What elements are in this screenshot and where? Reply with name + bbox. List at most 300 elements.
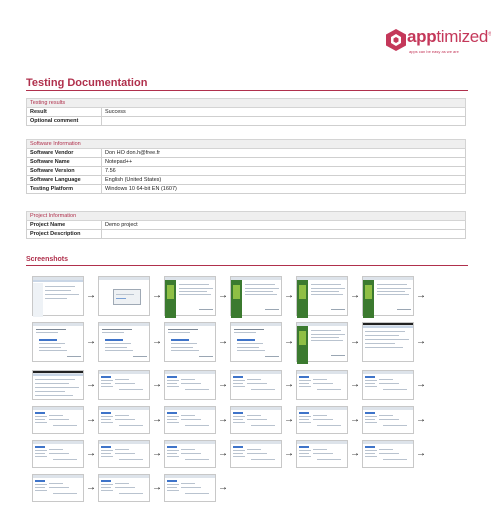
thumb-line <box>234 332 256 333</box>
table-row: Project Name Demo project <box>27 221 466 230</box>
thumb-line <box>35 450 47 451</box>
thumb-selection <box>39 339 57 341</box>
screenshot-thumbnail <box>98 474 150 502</box>
thumb-line <box>245 291 273 292</box>
thumb-line <box>365 335 399 336</box>
logo <box>385 24 491 70</box>
section-header: Testing results <box>27 99 466 108</box>
thumb-line <box>247 415 261 416</box>
thumb-titlebar <box>99 475 149 478</box>
thumb-selection <box>365 446 375 448</box>
thumb-line <box>167 450 179 451</box>
thumb-line <box>35 387 79 388</box>
next-arrow-icon: → <box>218 414 228 425</box>
thumb-line <box>167 490 179 491</box>
thumb-line <box>167 487 177 488</box>
thumb-titlebar <box>231 407 281 410</box>
thumb-selection <box>101 412 111 414</box>
thumb-line <box>167 380 179 381</box>
next-arrow-icon: → <box>284 414 294 425</box>
screenshot-thumbnail <box>32 276 84 316</box>
logo-wordmark: apptimized® <box>407 27 491 46</box>
thumb-line <box>181 379 195 380</box>
thumb-line <box>185 459 209 460</box>
next-arrow-icon: → <box>416 290 426 301</box>
table-row: Software Vendor Don HO don.h@free.fr <box>27 149 466 158</box>
next-arrow-icon: → <box>416 336 426 347</box>
thumb-line <box>36 332 58 333</box>
screenshots-divider <box>26 265 468 266</box>
next-arrow-icon: → <box>152 482 162 493</box>
screenshot-thumbnail <box>296 322 348 362</box>
next-arrow-icon: → <box>152 414 162 425</box>
page-title: Testing Documentation <box>26 77 148 89</box>
thumb-line <box>119 389 143 390</box>
thumb-titlebar <box>165 475 215 478</box>
thumb-line <box>181 453 201 454</box>
thumb-line <box>299 422 311 423</box>
thumb-selection <box>167 412 177 414</box>
table-row: Project Description <box>27 230 466 239</box>
thumb-line <box>67 356 81 357</box>
thumb-line <box>39 347 61 348</box>
thumb-selection <box>365 376 375 378</box>
thumb-line <box>199 309 213 310</box>
thumb-line <box>245 294 277 295</box>
screenshot-thumbnail <box>296 440 348 468</box>
screenshot-thumbnail <box>32 370 84 400</box>
thumb-line <box>49 415 63 416</box>
thumb-line <box>311 291 339 292</box>
next-arrow-icon: → <box>350 379 360 390</box>
thumb-line <box>119 459 143 460</box>
thumb-line <box>168 332 190 333</box>
title-divider <box>26 90 468 91</box>
thumb-line <box>167 422 179 423</box>
thumb-line <box>247 419 267 420</box>
thumb-line <box>115 419 135 420</box>
thumb-line <box>181 419 201 420</box>
thumb-line <box>36 329 66 330</box>
thumb-titlebar <box>297 441 347 444</box>
thumb-line <box>365 339 409 340</box>
thumb-titlebar <box>33 475 83 478</box>
installer-banner-accent <box>167 285 174 299</box>
next-arrow-icon: → <box>284 448 294 459</box>
thumb-line <box>247 449 261 450</box>
thumb-line <box>101 416 113 417</box>
thumb-selection <box>365 412 375 414</box>
thumb-line <box>179 291 207 292</box>
thumb-line <box>313 383 333 384</box>
thumb-titlebar <box>99 407 149 410</box>
testing-results-table <box>26 98 466 126</box>
screenshot-thumbnail <box>164 322 216 362</box>
thumb-line <box>365 456 377 457</box>
screenshot-thumbnail <box>164 370 216 400</box>
screenshot-thumbnail <box>32 440 84 468</box>
thumb-selection <box>299 412 309 414</box>
thumb-line <box>299 450 311 451</box>
thumb-line <box>35 395 73 396</box>
thumb-line <box>101 450 113 451</box>
next-arrow-icon: → <box>350 290 360 301</box>
thumb-line <box>365 416 377 417</box>
next-arrow-icon: → <box>350 336 360 347</box>
thumb-line <box>167 419 177 420</box>
thumb-line <box>299 416 311 417</box>
thumb-line <box>311 284 341 285</box>
next-arrow-icon: → <box>284 379 294 390</box>
thumb-line <box>379 419 399 420</box>
thumb-line <box>365 343 395 344</box>
thumb-line <box>39 343 65 344</box>
thumb-line <box>119 425 143 426</box>
installer-banner-accent <box>299 285 306 299</box>
thumb-line <box>233 383 243 384</box>
thumb-line <box>179 294 211 295</box>
next-arrow-icon: → <box>86 482 96 493</box>
thumb-line <box>115 383 135 384</box>
screenshot-thumbnail <box>98 406 150 434</box>
thumb-line <box>251 459 275 460</box>
screenshot-thumbnail <box>164 474 216 502</box>
thumb-line <box>49 483 63 484</box>
screenshot-thumbnail <box>362 406 414 434</box>
thumb-line <box>379 383 399 384</box>
thumb-line <box>233 416 245 417</box>
logo-mark-icon <box>385 28 407 52</box>
thumb-selection <box>299 376 309 378</box>
thumb-line <box>265 356 279 357</box>
thumb-line <box>35 490 47 491</box>
thumb-selection <box>167 376 177 378</box>
screenshot-thumbnail <box>296 406 348 434</box>
thumb-line <box>168 329 198 330</box>
next-arrow-icon: → <box>86 336 96 347</box>
thumb-line <box>181 415 195 416</box>
table-row: Result Success <box>27 108 466 117</box>
thumb-titlebar <box>165 371 215 374</box>
thumb-line <box>101 490 113 491</box>
next-arrow-icon: → <box>86 290 96 301</box>
thumb-line <box>35 419 45 420</box>
next-arrow-icon: → <box>218 290 228 301</box>
thumb-titlebar <box>297 371 347 374</box>
screenshot-thumbnail <box>230 322 282 362</box>
thumb-line <box>331 309 345 310</box>
thumb-line <box>299 380 311 381</box>
thumb-line <box>171 347 193 348</box>
thumb-line <box>35 416 47 417</box>
screenshot-thumbnail <box>362 370 414 400</box>
thumb-line <box>185 493 209 494</box>
thumb-line <box>313 419 333 420</box>
thumb-line <box>35 453 45 454</box>
thumb-line <box>245 288 279 289</box>
thumb-line <box>313 449 327 450</box>
thumb-line <box>377 294 409 295</box>
thumb-line <box>311 330 341 331</box>
next-arrow-icon: → <box>152 379 162 390</box>
thumb-line <box>115 483 129 484</box>
thumb-line <box>101 383 111 384</box>
thumb-line <box>379 453 399 454</box>
thumb-toolbar <box>33 280 83 282</box>
thumb-line <box>167 416 179 417</box>
thumb-line <box>116 298 126 299</box>
thumb-selection <box>101 376 111 378</box>
thumb-line <box>311 340 343 341</box>
thumb-line <box>233 380 245 381</box>
thumb-titlebar <box>99 371 149 374</box>
thumb-dialog <box>113 289 141 305</box>
screenshot-thumbnail <box>296 370 348 400</box>
thumb-line <box>365 386 377 387</box>
thumb-line <box>101 386 113 387</box>
thumb-line <box>199 356 213 357</box>
thumb-line <box>35 422 47 423</box>
thumb-line <box>181 449 195 450</box>
thumb-line <box>365 419 375 420</box>
thumb-line <box>311 334 345 335</box>
thumb-line <box>247 379 261 380</box>
thumb-dark-frame <box>363 323 413 325</box>
screenshot-thumbnail <box>164 276 216 316</box>
thumb-line <box>116 294 134 295</box>
thumb-line <box>102 329 132 330</box>
next-arrow-icon: → <box>152 448 162 459</box>
thumb-line <box>167 453 177 454</box>
thumb-line <box>101 453 111 454</box>
thumb-titlebar <box>363 407 413 410</box>
thumb-selection <box>167 480 177 482</box>
thumb-sidebar <box>33 283 43 317</box>
thumb-line <box>233 422 245 423</box>
thumb-line <box>181 483 195 484</box>
thumb-line <box>317 425 341 426</box>
thumb-line <box>299 453 309 454</box>
thumb-line <box>181 487 201 488</box>
thumb-line <box>49 487 69 488</box>
thumb-line <box>105 343 131 344</box>
thumb-line <box>179 284 209 285</box>
installer-banner-accent <box>233 285 240 299</box>
thumb-line <box>45 298 67 299</box>
thumb-selection <box>35 446 45 448</box>
thumb-line <box>311 294 343 295</box>
thumb-line <box>331 355 345 356</box>
next-arrow-icon: → <box>86 448 96 459</box>
thumb-titlebar <box>99 323 149 326</box>
thumb-titlebar <box>231 441 281 444</box>
section-header: Software Information <box>27 140 466 149</box>
thumb-line <box>379 449 393 450</box>
table-row: Software Version 7.56 <box>27 167 466 176</box>
thumb-selection <box>233 412 243 414</box>
thumb-line <box>167 456 179 457</box>
thumb-line <box>299 419 309 420</box>
table-row: Software Language English (United States) <box>27 176 466 185</box>
thumb-line <box>105 350 133 351</box>
thumb-line <box>115 453 135 454</box>
screenshot-thumbnail <box>32 406 84 434</box>
thumb-line <box>233 456 245 457</box>
thumb-line <box>365 422 377 423</box>
thumb-line <box>383 389 407 390</box>
thumb-line <box>181 383 201 384</box>
thumb-line <box>49 449 63 450</box>
section-header: Project Information <box>27 212 466 221</box>
next-arrow-icon: → <box>350 414 360 425</box>
thumb-titlebar <box>231 323 281 326</box>
thumb-line <box>35 484 47 485</box>
thumb-line <box>101 484 113 485</box>
thumb-line <box>179 288 213 289</box>
screenshot-thumbnail <box>98 440 150 468</box>
thumb-titlebar <box>33 323 83 326</box>
thumb-selection <box>233 376 243 378</box>
thumb-line <box>379 379 393 380</box>
thumb-titlebar <box>33 441 83 444</box>
logo-tagline: apps can be easy as we are <box>409 49 459 54</box>
thumb-line <box>119 493 143 494</box>
thumb-line <box>102 332 124 333</box>
thumb-line <box>101 419 111 420</box>
thumb-line <box>233 453 243 454</box>
thumb-line <box>379 415 393 416</box>
thumb-line <box>237 347 259 348</box>
screenshot-thumbnail <box>230 440 282 468</box>
thumb-line <box>53 459 77 460</box>
thumb-titlebar <box>363 371 413 374</box>
thumb-line <box>101 422 113 423</box>
thumb-line <box>233 386 245 387</box>
thumb-line <box>365 383 375 384</box>
thumb-line <box>53 493 77 494</box>
thumb-line <box>167 484 179 485</box>
software-information-table <box>26 139 466 194</box>
screenshot-thumbnail <box>98 276 150 316</box>
thumb-line <box>383 425 407 426</box>
thumb-line <box>377 291 405 292</box>
thumb-line <box>317 389 341 390</box>
thumb-line <box>115 415 129 416</box>
thumb-line <box>101 380 113 381</box>
next-arrow-icon: → <box>284 290 294 301</box>
thumb-line <box>313 379 327 380</box>
thumb-titlebar <box>33 407 83 410</box>
thumb-line <box>39 350 67 351</box>
thumb-selection <box>167 446 177 448</box>
screenshot-thumbnail <box>362 440 414 468</box>
thumb-line <box>247 453 267 454</box>
thumb-selection <box>299 446 309 448</box>
thumb-line <box>101 456 113 457</box>
table-row: Testing Platform Windows 10 64-bit EN (1607) <box>27 185 466 194</box>
thumb-line <box>365 347 403 348</box>
screenshot-thumbnail <box>32 474 84 502</box>
next-arrow-icon: → <box>416 414 426 425</box>
next-arrow-icon: → <box>218 379 228 390</box>
thumb-line <box>299 456 311 457</box>
screenshot-thumbnail <box>362 322 414 362</box>
thumb-line <box>115 379 129 380</box>
next-arrow-icon: → <box>416 448 426 459</box>
table-row: Optional comment <box>27 117 466 126</box>
thumb-line <box>234 329 264 330</box>
screenshot-thumbnail <box>164 406 216 434</box>
thumb-line <box>49 419 69 420</box>
thumb-selection <box>171 339 189 341</box>
thumb-line <box>35 379 75 380</box>
thumb-line <box>53 425 77 426</box>
thumb-line <box>313 415 327 416</box>
thumb-line <box>299 386 311 387</box>
thumb-line <box>237 343 263 344</box>
thumb-line <box>237 350 265 351</box>
screenshot-thumbnail <box>32 322 84 362</box>
thumb-line <box>299 383 309 384</box>
thumb-line <box>247 383 267 384</box>
thumb-line <box>233 450 245 451</box>
screenshots-heading: Screenshots <box>26 256 69 263</box>
thumb-selection <box>101 446 111 448</box>
thumb-selection <box>35 480 45 482</box>
table-row: Software Name Notepad++ <box>27 158 466 167</box>
thumb-dark-frame <box>33 371 83 373</box>
thumb-line <box>313 453 333 454</box>
next-arrow-icon: → <box>284 336 294 347</box>
next-arrow-icon: → <box>218 448 228 459</box>
thumb-line <box>105 347 127 348</box>
next-arrow-icon: → <box>86 379 96 390</box>
thumb-titlebar <box>363 441 413 444</box>
screenshot-thumbnail <box>296 276 348 316</box>
thumb-line <box>397 309 411 310</box>
thumb-line <box>35 456 47 457</box>
thumb-line <box>251 389 275 390</box>
thumb-titlebar <box>99 441 149 444</box>
thumb-toolbar <box>33 374 83 376</box>
next-arrow-icon: → <box>218 336 228 347</box>
thumb-line <box>35 391 65 392</box>
screenshot-thumbnail <box>230 406 282 434</box>
thumb-line <box>311 288 345 289</box>
next-arrow-icon: → <box>152 290 162 301</box>
next-arrow-icon: → <box>152 336 162 347</box>
thumb-line <box>49 453 69 454</box>
thumb-titlebar <box>165 407 215 410</box>
thumb-line <box>35 487 45 488</box>
thumb-toolbar <box>363 326 413 328</box>
screenshot-thumbnail <box>362 276 414 316</box>
installer-banner-accent <box>299 331 306 345</box>
project-information-table <box>26 211 466 239</box>
thumb-line <box>115 487 135 488</box>
thumb-selection <box>105 339 123 341</box>
thumb-line <box>171 350 199 351</box>
thumb-line <box>383 459 407 460</box>
installer-banner-accent <box>365 285 372 299</box>
thumb-line <box>167 386 179 387</box>
screenshot-thumbnail <box>230 276 282 316</box>
thumb-titlebar <box>99 277 149 280</box>
thumb-line <box>377 284 407 285</box>
thumb-line <box>311 337 339 338</box>
thumb-line <box>365 450 377 451</box>
thumb-titlebar <box>165 323 215 326</box>
